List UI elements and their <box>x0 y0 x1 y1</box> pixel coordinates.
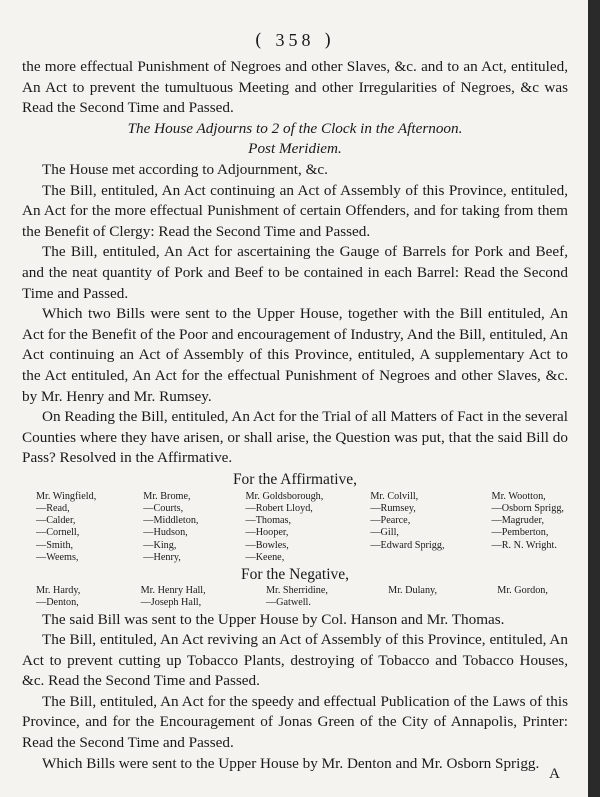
vote-name: —Courts, <box>143 503 184 515</box>
vote-name: —Magruder, <box>491 515 545 527</box>
vote-name: —Rumsey, <box>370 503 416 515</box>
vote-name: —Smith, <box>36 539 74 551</box>
vote-name: —Hudson, <box>143 527 188 539</box>
sent-upper-house-paragraph: The said Bill was sent to the Upper House by Col. Hanson and Mr. Thomas. <box>42 610 505 628</box>
affirmative-columns <box>22 491 568 564</box>
bill-clergy-paragraph: The Bill, entituled, An Act continuing an Act of Assembly of this Province, entituled, An Act for the more effectual Punishment of certain Offenders, and for taking from them the Benefit of Clergy: Read the Second Time and Passed. <box>22 181 568 240</box>
vote-name: —Gatwell. <box>265 597 311 609</box>
negative-columns <box>22 585 568 609</box>
vote-name: —Bowles, <box>245 539 289 551</box>
negative-heading: For the Negative, <box>240 566 350 584</box>
vote-name: Mr. Sherridine, <box>265 585 328 597</box>
affirmative-column-3 <box>246 491 324 564</box>
trial-bill-paragraph: On Reading the Bill, entituled, An Act for the Trial of all Matters of Fact in the several Counties where they have arisen, or shall arise, the Question was put, that the said Bill do Pass? Resolved in the Affirmative. <box>22 408 568 467</box>
vote-name: —Calder, <box>36 515 76 527</box>
vote-name: Mr. Hardy, <box>36 585 81 597</box>
adjourn-notice: The House Adjourns to 2 of the Clock in the Afternoon. <box>127 119 463 137</box>
bills-sent-final-paragraph: Which Bills were sent to the Upper House by Mr. Denton and Mr. Osborn Sprigg. <box>42 754 540 772</box>
bill-barrels-paragraph: The Bill, entituled, An Act for ascertaining the Gauge of Barrels for Pork and Beef, and the neat quantity of Pork and Beef to be contained in each Barrel: Read the Second Time and Passed. <box>22 243 568 302</box>
vote-name: —Keene, <box>245 551 285 563</box>
vote-name: —Thomas, <box>245 515 292 527</box>
vote-name: Mr. Dulany, <box>388 585 438 597</box>
affirmative-heading: For the Affirmative, <box>232 470 358 488</box>
affirmative-column-2 <box>143 491 198 564</box>
post-meridiem-heading: Post Meridiem. <box>248 140 342 158</box>
vote-name: —Weems, <box>36 551 79 563</box>
affirmative-column-1 <box>36 491 96 564</box>
vote-name: Mr. Gordon, <box>497 585 548 597</box>
vote-name: —Osborn Sprigg, <box>491 503 564 515</box>
negative-column-5 <box>497 585 548 609</box>
vote-name: —Read, <box>36 503 70 515</box>
house-met-paragraph: The House met according to Adjournment, &c. <box>42 160 328 178</box>
vote-name: Mr. Goldsborough, <box>245 490 324 502</box>
vote-name: Mr. Wootton, <box>491 490 546 502</box>
affirmative-column-5 <box>492 491 564 564</box>
negative-column-1 <box>36 585 80 609</box>
bill-tobacco-paragraph: The Bill, entituled, An Act reviving an Act of Assembly of this Province, entituled, An Act to prevent cutting up Tobacco Plants, destroying of Tobacco and Tobacco Houses, &c. Read the Second Time and Passed. <box>22 631 568 690</box>
signature-letter: A <box>549 766 560 782</box>
bill-publication-paragraph: The Bill, entituled, An Act for the speedy and effectual Publication of the Laws of this Province, and for the Encouragement of Jonas Green of the City of Annapolis, Printer: Read the Second Time and Passed. <box>22 692 568 752</box>
vote-name: Mr. Colvill, <box>370 490 419 502</box>
vote-name: —Cornell, <box>36 527 80 539</box>
vote-name: Mr. Brome, <box>143 490 191 502</box>
negative-column-4 <box>388 585 437 609</box>
affirmative-column-4 <box>370 491 444 564</box>
vote-name: —Joseph Hall, <box>140 597 202 609</box>
negative-column-3 <box>266 585 328 609</box>
vote-name: —Middleton, <box>143 515 199 527</box>
vote-name: —Edward Sprigg, <box>370 539 445 551</box>
vote-name: Mr. Wingfield, <box>36 490 97 502</box>
vote-name: —Pemberton, <box>491 527 549 539</box>
vote-name: —Robert Lloyd, <box>245 503 313 515</box>
bills-sent-paragraph: Which two Bills were sent to the Upper House, together with the Bill entituled, An Act for the Benefit of the Poor and encouragement of Industry, And the Bill, entituled, An Act continuing an Act of Assembly of this Province, entituled, A supplementary Act to the Act entituled, An Act for the effectual Punishment of Negroes and other Slaves, &c. by Mr. Henry and Mr. Rumsey. <box>22 305 568 405</box>
page-number: ( 358 ) <box>254 30 336 51</box>
vote-name: —Pearce, <box>370 515 411 527</box>
vote-name: —Denton, <box>36 597 79 609</box>
vote-name: —Gill, <box>370 527 399 539</box>
vote-name: —King, <box>143 539 177 551</box>
vote-name: —Henry, <box>143 551 181 563</box>
negative-column-2 <box>141 585 206 609</box>
vote-name: —Hooper, <box>245 527 289 539</box>
vote-name: —R. N. Wright. <box>491 539 557 551</box>
vote-name: Mr. Henry Hall, <box>140 585 206 597</box>
paragraph-continuation: the more effectual Punishment of Negroes and other Slaves, &c. and to an Act, entituled, An Act to prevent the tumultuous Meeting and other Irregularities of Negroes, &c was Read the Second Time and Passed. <box>22 58 568 117</box>
